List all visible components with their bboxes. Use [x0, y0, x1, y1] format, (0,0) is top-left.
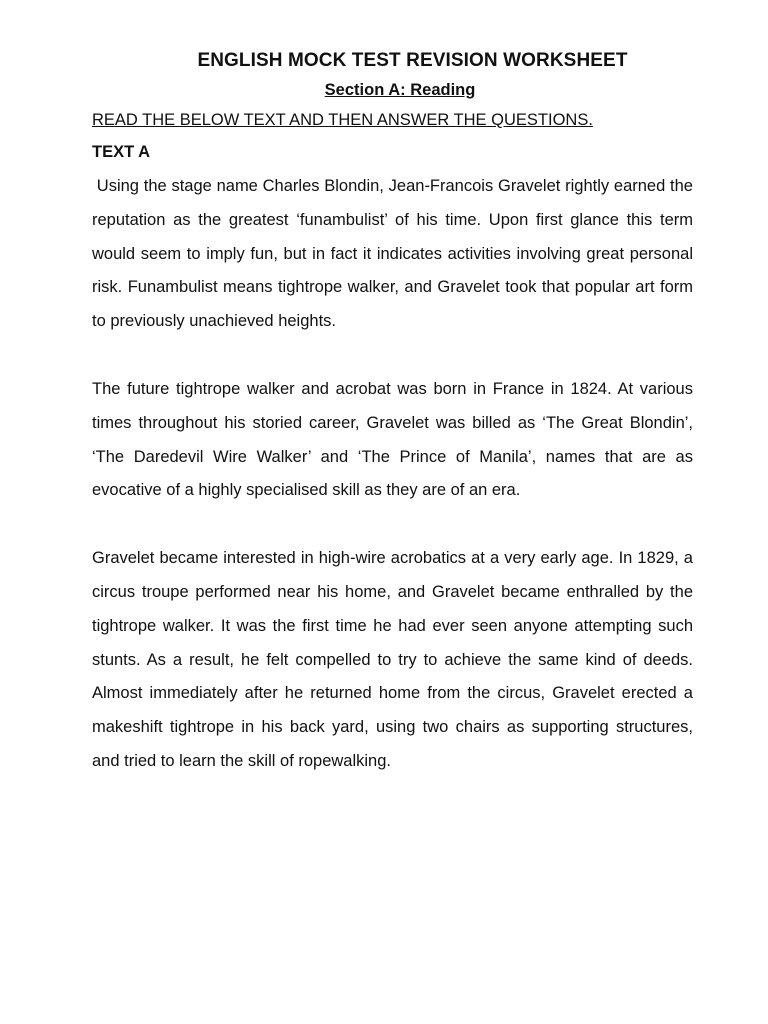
reading-instruction: READ THE BELOW TEXT AND THEN ANSWER THE QUESTIONS. [92, 111, 593, 129]
worksheet-page [92, 46, 698, 779]
paragraph-1: Using the stage name Charles Blondin, Jean-Francois Gravelet rightly earned the reputation as the greatest ‘funambulist’ of his time. Upon first glance this term would seem to imply fun, but in fact it indicates activities involving great personal risk. Funambulist means tightrope walker, and Gravelet took that popular art form to previously unachieved heights. [92, 177, 698, 331]
paragraph-2: The future tightrope walker and acrobat was born in France in 1824. At various times throughout his storied career, Gravelet was billed as ‘The Great Blondin’, ‘The Daredevil Wire Walker’ and ‘The Prince of Manila’, names that are as evocative of a highly specialised skill as they are of an era. [92, 379, 693, 500]
worksheet-title: ENGLISH MOCK TEST REVISION WORKSHEET [197, 50, 628, 71]
paragraph-3: Gravelet became interested in high-wire acrobatics at a very early age. In 1829, a circus troupe performed near his home, and Gravelet became enthralled by the tightrope walker. It was the first time he had ever seen anyone attempting such stunts. As a result, he felt compelled to try to achieve the same kind of deeds. Almost immediately after he returned home from the circus, Gravelet erected a makeshift tightrope in his back yard, using two chairs as supporting structures, and tried to learn the skill of ropewalking. [92, 549, 693, 770]
section-heading: Section A: Reading [324, 81, 476, 99]
text-label: TEXT A [92, 143, 151, 161]
